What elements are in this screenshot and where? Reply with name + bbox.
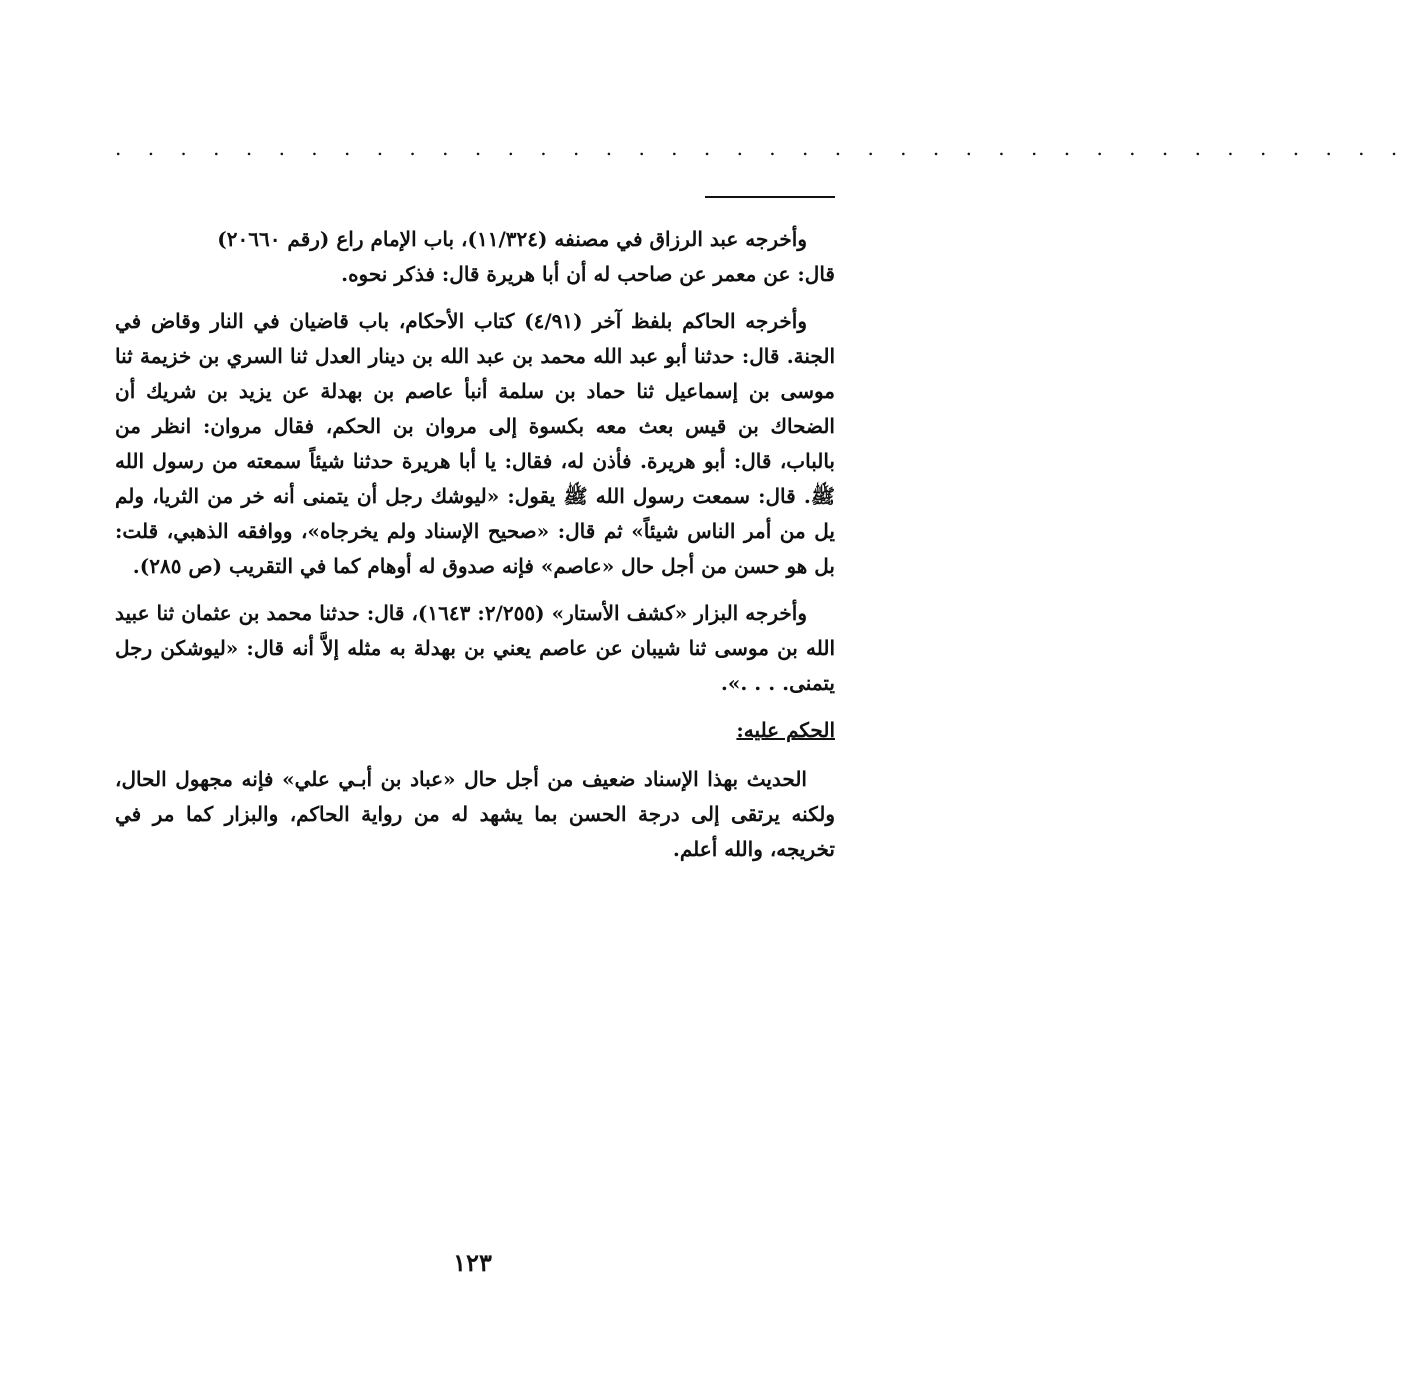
footnote-rule bbox=[705, 196, 835, 198]
page-number: ١٢٣ bbox=[453, 1248, 492, 1277]
paragraph-abdulrazzaq-cont: قال: عن معمر عن صاحب له أن أبا هريرة قال: فذكر نحوه. bbox=[341, 262, 835, 286]
paragraph-abdulrazzaq: وأخرجه عبد الرزاق في مصنفه (١١/٣٢٤)، باب الإمام راع (رقم ٢٠٦٦٠) bbox=[217, 227, 807, 251]
separator-dots: . . . . . . . . . . . . . . . . . . . . . . . . . . . . . . . . . . . . . . . . bbox=[115, 136, 1407, 160]
paragraph-ruling: الحديث بهذا الإسناد ضعيف من أجل حال «عباد بن أبـي علي» فإنه مجهول الحال، ولكنه يرتقى إلى درجة الحسن بما يشهد له من رواية الحاكم، والبزار كما مر في تخريجه، والله أعلم. bbox=[115, 767, 835, 861]
page-body bbox=[115, 222, 835, 879]
ruling-heading: الحكم عليه: bbox=[736, 718, 835, 742]
paragraph-hakim: وأخرجه الحاكم بلفظ آخر (٤/٩١) كتاب الأحكام، باب قاضيان في النار وقاض في الجنة. قال: حدثنا أبو عبد الله محمد بن عبد الله بن دينار العدل ثنا السري بن خزيمة ثنا موسى بن إسماعيل ثنا حماد بن سلمة أنبأ عاصم بن بهدلة عن يزيد بن شريك أن الضحاك بن قيس بعث معه بكسوة إلى مروان بن الحكم، فقال مروان: انظر من بالباب، قال: أبو هريرة. فأذن له، فقال: يا أبا هريرة حدثنا شيئاً سمعته من رسول الله ﷺ. قال: سمعت رسول الله ﷺ يقول: «ليوشك رجل أن يتمنى أنه خر من الثريا، ولم يل من أمر الناس شيئاً» ثم قال: «صحيح الإسناد ولم يخرجاه»، ووافقه الذهبي، قلت: بل هو حسن من أجل حال «عاصم» فإنه صدوق له أوهام كما في التقريب (ص ٢٨٥). bbox=[115, 309, 835, 578]
paragraph-bazzar: وأخرجه البزار «كشف الأستار» (٢/٢٥٥: ١٦٤٣)، قال: حدثنا محمد بن عثمان ثنا عبيد الله بن موسى ثنا شيبان عن عاصم يعني بن بهدلة به مثله إلاَّ أنه قال: «ليوشكن رجل يتمنى. . . .». bbox=[115, 601, 835, 695]
